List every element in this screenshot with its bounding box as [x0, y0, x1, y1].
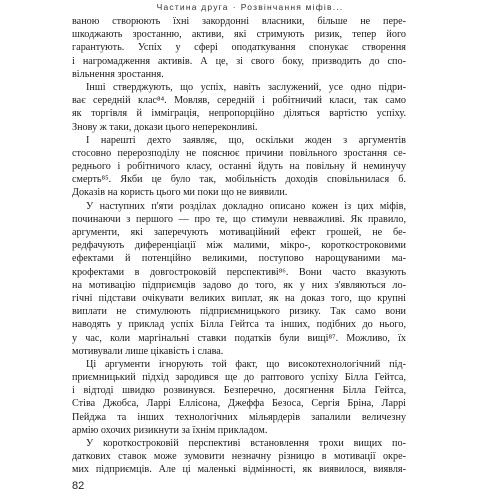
text-line: на мотивацію підприємців задово до того, як у них з'являються ло-	[72, 279, 406, 291]
running-head-section: Розвінчання міфів...	[240, 2, 344, 12]
text-line: Доказів на користь цього ми поки що не виявили.	[72, 187, 288, 199]
text-line: як торгівля й імміграція, непропорційно діляться вартістю успіху.	[72, 108, 406, 120]
text-line: армію охочих ризикнути за їхнім прикладом.	[72, 424, 268, 436]
text-line: У наступних п'яти розділах докладно описано кожен із цих міфів,	[86, 200, 406, 212]
text-line: ває середній клас⁸⁴. Мовляв, середній і робітничий класи, так само	[72, 95, 406, 107]
text-line: і відтоді швидко розвинувся. Безперечно, досягнення Білла Гейтса,	[72, 385, 406, 397]
text-line: і нагромадження активів. А це, зі свого боку, призводить до спо-	[72, 55, 406, 67]
text-line: Інші стверджують, що успіх, навіть заслужений, усе одно підри-	[86, 81, 406, 93]
text-line: шкоджають зростанню, активи, які стримують ризик, тепер його	[72, 29, 406, 41]
text-line: стосовно перерозподілу не пояснює причини повільного зростання се-	[72, 147, 406, 159]
page-number: 82	[72, 480, 85, 492]
text-line: ваною створюють їхні закордонні власники, більше не пере-	[72, 16, 406, 27]
text-line: наводять у приклад успіх Білла Гейтса та інших, подібних до нього,	[72, 319, 406, 331]
text-line: мих підприємців. Але ці маленькі відмінності, як виявилося, виявля-	[72, 464, 406, 476]
running-head	[0, 2, 500, 12]
running-head-separator: ·	[232, 2, 237, 12]
text-line: Знову ж таки, докази цього непереконливі.	[72, 121, 258, 133]
running-head-part: Частина друга	[156, 2, 229, 12]
text-line: смерть⁸⁵. Якби це було так, мобільність доходів сповільнилася б.	[72, 174, 406, 186]
text-line: даткових ставок може зумовити незначну різницю в мотивації окре-	[72, 451, 406, 463]
text-line: гарантують. Успіх у сфері оподаткування спонукає створення	[72, 42, 406, 54]
text-line: у час, коли маргінальні ставки податків були вищі⁸⁷. Можливо, їх	[72, 332, 406, 344]
text-line: мотивували лише цікавість і слава.	[72, 345, 224, 357]
text-line: Ці аргументи ігнорують той факт, що високотехнологічний під-	[86, 358, 406, 370]
text-line: редфачують диференціації між малими, мікро-, короткостроковими	[72, 240, 406, 252]
text-line: ефектами й потенційно великими, поступово нарощуваними ма-	[72, 253, 406, 265]
text-line: крофектами в довгостроковій перспективі⁸⁶. Вони часто вказують	[72, 266, 406, 278]
text-line: Пейджа та інших технологічних мільярдерів запалили величезну	[72, 411, 406, 423]
text-line: виплати не стимулюють підприємницького ризику. Так само вони	[72, 306, 406, 318]
text-line: У короткостроковій перспективі встановлення трохи вищих по-	[86, 438, 406, 449]
text-line: Стіва Джобса, Ларрі Еллісона, Джеффа Безоса, Сергія Бріна, Ларрі	[72, 398, 406, 410]
text-line: починаючи з першого — про те, що стимули невважливі. Як правило,	[72, 213, 406, 225]
text-line: вільнення зростання.	[72, 68, 164, 80]
text-line: І нарешті дехто заявляє, що, оскільки жоден з аргументів	[86, 134, 406, 146]
text-line: реднього і робітничого класу, останні йдуть на повільну й неминучу	[72, 161, 406, 173]
text-line: аргументи, які заперечують мотиваційний ефект грошей, не бе-	[72, 227, 406, 238]
text-line: приємницький підхід зародився ще до раптового успіху Білла Гейтса,	[72, 372, 406, 384]
text-line: гічні підстави очікувати великих виплат, як на доказ того, що крупні	[72, 292, 406, 304]
body-text	[72, 15, 406, 477]
